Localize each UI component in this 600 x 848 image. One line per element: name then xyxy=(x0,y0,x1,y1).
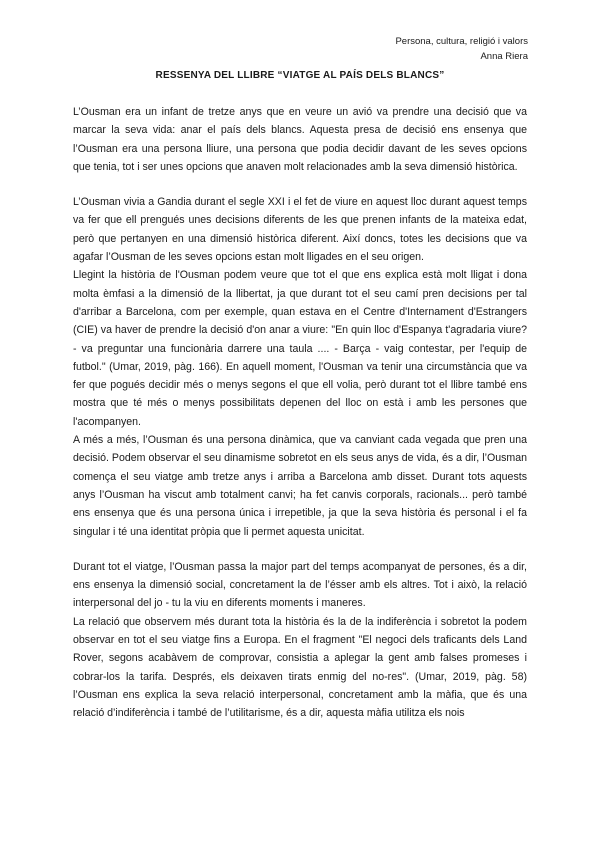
paragraph-2: L’Ousman vivia a Gandia durant el segle XXI i el fet de viure en aquest lloc durant aquest temps va fer que ell prengués unes decisions diferents de les que prenen infants de la mateixa edat, però que pertanyen en una dimensió històrica diferent. Així doncs, totes les decisions que va agafar l’Ousman de les seves opcions estan molt lligades en el seu origen. xyxy=(73,196,527,264)
paragraph-6: La relació que observem més durant tota la història és la de la indiferència i sobretot la podem observar en tot el seu viatge fins a Europa. En el fragment "El negoci dels traficants dels Land Rover, segons acabàvem de comprovar, consistia a aplegar la gent amb falses promeses i cobrar-los la tarifa. Després, els deixaven tirats enmig del no-res". (Umar, 2019, pàg. 58) l’Ousman ens explica la seva relació interpersonal, concretament amb la màfia, que és una relació d’indiferència i també de l’utilitarisme, és a dir, aquesta màfia utilitza els nois xyxy=(73,615,527,720)
header-author: Anna Riera xyxy=(480,51,528,62)
paragraph-1: L’Ousman era un infant de tretze anys que en veure un avió va prendre una decisió que va marcar la seva vida: anar el país dels blancs. Aquesta presa de decisió ens ensenya que l’Ousman era una persona lliure, una persona que podia decidir davant de les seves opcions que tenia, tot i ser unes opcions que anaven molt relacionades amb la seva dimensió històrica. xyxy=(73,106,527,173)
paragraph-spacer xyxy=(73,541,527,558)
paragraph-3: Llegint la història de l'Ousman podem veure que tot el que ens explica està molt lligat i dona molta èmfasi a la dimensió de la llibertat, ja que durant tot el seu camí pren decisions per tal d'arribar a Barcelona, com per exemple, quan estava en el Centre d'Internament d'Estrangers (CIE) va haver de prendre la decisió d'on anar a viure: "En quin lloc d'Espanya t'agradaria viure? - va preguntar una funcionària darrere una taula .... - Barça - vaig contestar, per l'equip de futbol." (Umar, 2019, pàg. 166). En aquell moment, l'Ousman va tenir una circumstància que va fer que pogués decidir més o menys segons el que ell volia, però durant tot el llibre també ens mostra que té més o menys possibilitats depenen del lloc on està i amb les persones que l'acompanyen. xyxy=(73,269,527,428)
paragraph-4: A més a més, l’Ousman és una persona dinàmica, que va canviant cada vegada que pren una decisió. Podem observar el seu dinamisme sobretot en els seus anys de vida, és a dir, l’Ousman comença el seu viatge amb tretze anys i arriba a Barcelona amb disset. Durant tots aquests anys l’Ousman ha viscut amb totalment canvi; ha fet canvis corporals, racionals... però també ens ensenya que és una persona única i irrepetible, ja que la seva història és personal i el fa singular i té una identitat pròpia que li permet aquesta unicitat. xyxy=(73,434,527,538)
page-header xyxy=(395,34,528,64)
document-body xyxy=(73,103,527,723)
paragraph-spacer xyxy=(73,176,527,193)
paragraph-5: Durant tot el viatge, l’Ousman passa la major part del temps acompanyat de persones, és a dir, ens ensenya la dimensió social, concretament la de l’ésser amb els altres. Tot i això, la relació interpersonal del jo - tu la viu en diferents moments i maneres. xyxy=(73,560,527,610)
header-course: Persona, cultura, religió i valors xyxy=(395,36,528,47)
document-title: RESSENYA DEL LLIBRE “VIATGE AL PAÍS DELS BLANCS” xyxy=(155,70,445,81)
